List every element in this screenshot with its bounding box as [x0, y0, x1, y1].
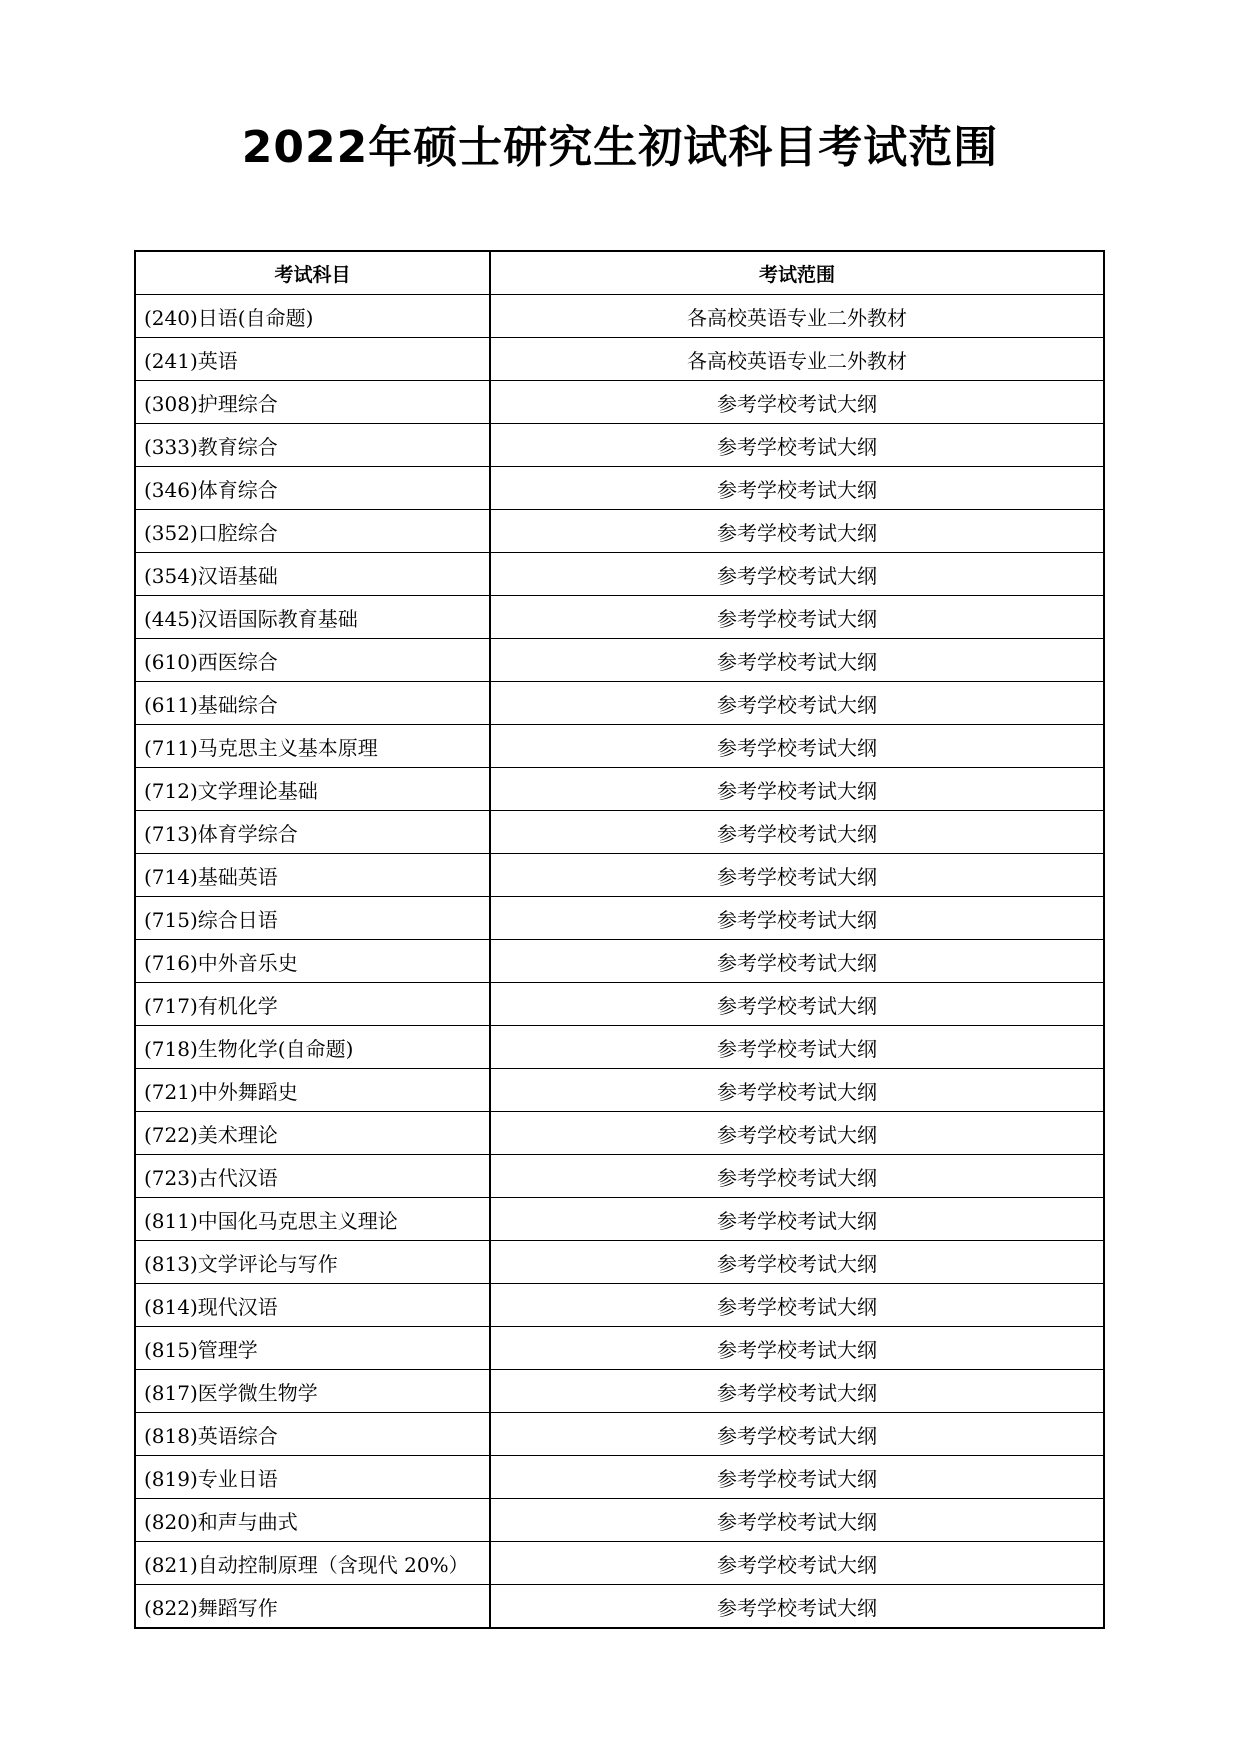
exam-scope-table — [134, 250, 1105, 1629]
table-row — [135, 553, 1104, 596]
scope-cell: 参考学校考试大纲 — [490, 1456, 1104, 1499]
scope-cell: 参考学校考试大纲 — [490, 1155, 1104, 1198]
subject-cell: (352)口腔综合 — [135, 510, 490, 553]
scope-cell: 参考学校考试大纲 — [490, 768, 1104, 811]
scope-cell: 参考学校考试大纲 — [490, 897, 1104, 940]
subject-cell: (821)自动控制原理（含现代 20%） — [135, 1542, 490, 1585]
subject-cell: (814)现代汉语 — [135, 1284, 490, 1327]
subject-cell: (713)体育学综合 — [135, 811, 490, 854]
scope-cell: 参考学校考试大纲 — [490, 1026, 1104, 1069]
scope-cell: 参考学校考试大纲 — [490, 1112, 1104, 1155]
scope-cell: 参考学校考试大纲 — [490, 639, 1104, 682]
column-header-scope: 考试范围 — [490, 251, 1104, 295]
scope-cell: 参考学校考试大纲 — [490, 811, 1104, 854]
table-row — [135, 1198, 1104, 1241]
scope-cell: 参考学校考试大纲 — [490, 424, 1104, 467]
subject-cell: (820)和声与曲式 — [135, 1499, 490, 1542]
subject-cell: (354)汉语基础 — [135, 553, 490, 596]
subject-cell: (241)英语 — [135, 338, 490, 381]
table-row — [135, 1284, 1104, 1327]
table-row — [135, 1370, 1104, 1413]
scope-cell: 参考学校考试大纲 — [490, 1284, 1104, 1327]
table-row — [135, 854, 1104, 897]
subject-cell: (819)专业日语 — [135, 1456, 490, 1499]
subject-cell: (717)有机化学 — [135, 983, 490, 1026]
table-row — [135, 1585, 1104, 1629]
table-row — [135, 596, 1104, 639]
table-header-row — [135, 251, 1104, 295]
subject-cell: (716)中外音乐史 — [135, 940, 490, 983]
subject-cell: (811)中国化马克思主义理论 — [135, 1198, 490, 1241]
table-row — [135, 639, 1104, 682]
table-row — [135, 1112, 1104, 1155]
table-row — [135, 682, 1104, 725]
table-row — [135, 811, 1104, 854]
table-row — [135, 1542, 1104, 1585]
scope-cell: 参考学校考试大纲 — [490, 1585, 1104, 1629]
scope-cell: 参考学校考试大纲 — [490, 682, 1104, 725]
table-row — [135, 295, 1104, 338]
scope-cell: 参考学校考试大纲 — [490, 1069, 1104, 1112]
subject-cell: (722)美术理论 — [135, 1112, 490, 1155]
scope-cell: 参考学校考试大纲 — [490, 1198, 1104, 1241]
scope-cell: 参考学校考试大纲 — [490, 725, 1104, 768]
scope-cell: 各高校英语专业二外教材 — [490, 338, 1104, 381]
table-row — [135, 725, 1104, 768]
table-row — [135, 1327, 1104, 1370]
table-row — [135, 940, 1104, 983]
scope-cell: 参考学校考试大纲 — [490, 1413, 1104, 1456]
scope-cell: 参考学校考试大纲 — [490, 1241, 1104, 1284]
subject-cell: (815)管理学 — [135, 1327, 490, 1370]
column-header-subject: 考试科目 — [135, 251, 490, 295]
scope-cell: 参考学校考试大纲 — [490, 510, 1104, 553]
table-row — [135, 1456, 1104, 1499]
table-row — [135, 768, 1104, 811]
table-row — [135, 381, 1104, 424]
scope-cell: 参考学校考试大纲 — [490, 983, 1104, 1026]
subject-cell: (817)医学微生物学 — [135, 1370, 490, 1413]
scope-cell: 参考学校考试大纲 — [490, 1499, 1104, 1542]
table-body — [135, 295, 1104, 1629]
subject-cell: (333)教育综合 — [135, 424, 490, 467]
table-row — [135, 1413, 1104, 1456]
subject-cell: (818)英语综合 — [135, 1413, 490, 1456]
subject-cell: (240)日语(自命题) — [135, 295, 490, 338]
table-row — [135, 510, 1104, 553]
table-row — [135, 338, 1104, 381]
table-row — [135, 897, 1104, 940]
scope-cell: 参考学校考试大纲 — [490, 596, 1104, 639]
table-row — [135, 983, 1104, 1026]
subject-cell: (721)中外舞蹈史 — [135, 1069, 490, 1112]
table-row — [135, 467, 1104, 510]
table-row — [135, 1241, 1104, 1284]
table-row — [135, 1026, 1104, 1069]
subject-cell: (346)体育综合 — [135, 467, 490, 510]
subject-cell: (714)基础英语 — [135, 854, 490, 897]
subject-cell: (718)生物化学(自命题) — [135, 1026, 490, 1069]
subject-cell: (611)基础综合 — [135, 682, 490, 725]
subject-cell: (308)护理综合 — [135, 381, 490, 424]
table-row — [135, 424, 1104, 467]
scope-cell: 参考学校考试大纲 — [490, 467, 1104, 510]
scope-cell: 参考学校考试大纲 — [490, 1327, 1104, 1370]
scope-cell: 参考学校考试大纲 — [490, 381, 1104, 424]
subject-cell: (610)西医综合 — [135, 639, 490, 682]
subject-cell: (723)古代汉语 — [135, 1155, 490, 1198]
scope-cell: 参考学校考试大纲 — [490, 854, 1104, 897]
scope-cell: 参考学校考试大纲 — [490, 940, 1104, 983]
scope-cell: 参考学校考试大纲 — [490, 553, 1104, 596]
subject-cell: (711)马克思主义基本原理 — [135, 725, 490, 768]
table-row — [135, 1499, 1104, 1542]
page-title: 2022年硕士研究生初试科目考试范围 — [241, 122, 999, 173]
subject-cell: (712)文学理论基础 — [135, 768, 490, 811]
subject-cell: (822)舞蹈写作 — [135, 1585, 490, 1629]
scope-cell: 参考学校考试大纲 — [490, 1370, 1104, 1413]
scope-cell: 参考学校考试大纲 — [490, 1542, 1104, 1585]
table-row — [135, 1069, 1104, 1112]
subject-cell: (715)综合日语 — [135, 897, 490, 940]
table-row — [135, 1155, 1104, 1198]
scope-cell: 各高校英语专业二外教材 — [490, 295, 1104, 338]
subject-cell: (445)汉语国际教育基础 — [135, 596, 490, 639]
subject-cell: (813)文学评论与写作 — [135, 1241, 490, 1284]
